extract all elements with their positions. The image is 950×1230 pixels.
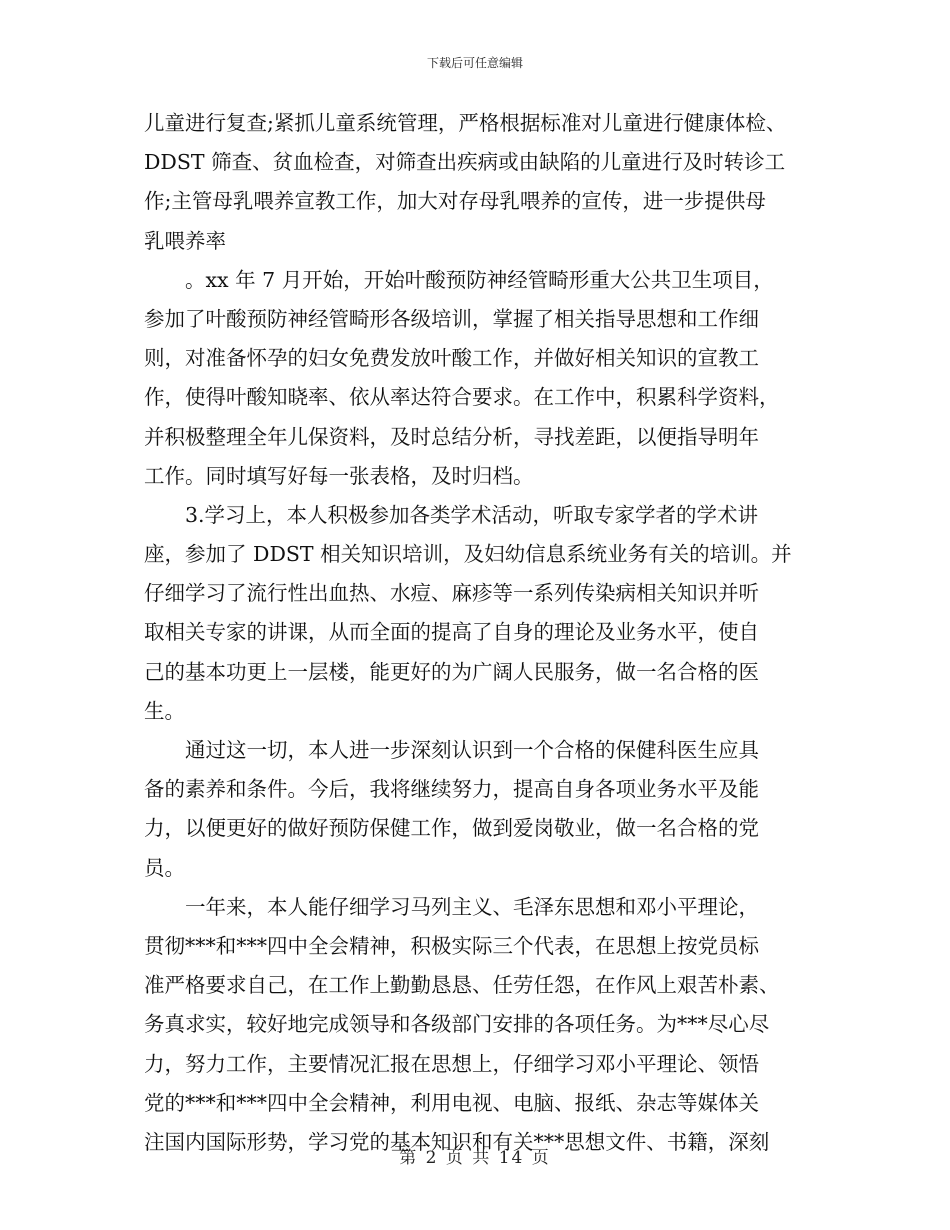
- text-line: 贯彻***和***四中全会精神，积极实际三个代表，在思想上按党员标: [144, 933, 759, 958]
- text-line: 乳喂养率: [144, 228, 226, 253]
- text-line: 注国内国际形势，学习党的基本知识和有关***思想文件、书籍，深刻: [144, 1129, 770, 1154]
- text-line: 并积极整理全年儿保资料，及时总结分析，寻找差距，以便指导明年: [144, 424, 759, 449]
- text-line: 作;主管母乳喂养宣教工作，加大对存母乳喂养的宣传，进一步提供母: [144, 189, 766, 214]
- text-line: 座，参加了 DDST 相关知识培训，及妇幼信息系统业务有关的培训。并: [144, 542, 792, 567]
- page-number-footer: 第 2 页 共 14 页: [399, 1148, 551, 1168]
- paragraph-2: [144, 261, 814, 496]
- text-line: 员。: [144, 855, 185, 880]
- text-line: 儿童进行复查;紧抓儿童系统管理，严格根据标准对儿童进行健康体检、: [144, 111, 787, 135]
- text-line: 己的基本功更上一层楼，能更好的为广阔人民服务，做一名合格的医: [144, 659, 759, 684]
- text-line: DDST 筛查、贫血检查，对筛查出疾病或由缺陷的儿童进行及时转诊工: [144, 150, 786, 175]
- text-line: 力，努力工作，主要情况汇报在思想上，仔细学习邓小平理论、领悟: [144, 1051, 759, 1076]
- text-line: 则，对准备怀孕的妇女免费发放叶酸工作，并做好相关知识的宣教工: [144, 346, 759, 371]
- text-line: 参加了叶酸预防神经管畸形各级培训，掌握了相关指导思想和工作细: [144, 306, 759, 331]
- paragraph-4: [144, 731, 814, 888]
- text-line: 党的***和***四中全会精神，利用电视、电脑、报纸、杂志等媒体关: [144, 1090, 759, 1115]
- text-line: 作，使得叶酸知晓率、依从率达符合要求。在工作中，积累科学资料，: [144, 385, 780, 410]
- text-line: 。xx 年 7 月开始，开始叶酸预防神经管畸形重大公共卫生项目，: [185, 267, 774, 292]
- text-line: 生。: [144, 698, 185, 723]
- text-line: 取相关专家的讲课，从而全面的提高了自身的理论及业务水平，使自: [144, 620, 759, 645]
- text-line: 务真求实，较好地完成领导和各级部门安排的各项任务。为***尽心尽: [144, 1012, 770, 1037]
- paragraph-3: [144, 496, 814, 731]
- paragraph-1: [144, 104, 814, 261]
- text-line: 通过这一切，本人进一步深刻认识到一个合格的保健科医生应具: [185, 738, 759, 762]
- text-line: 备的素养和条件。今后，我将继续努力，提高自身各项业务水平及能: [144, 777, 759, 802]
- paragraph-5: [144, 888, 814, 1162]
- text-line: 一年来，本人能仔细学习马列主义、毛泽东思想和邓小平理论，: [185, 894, 759, 919]
- text-line: 力，以便更好的做好预防保健工作，做到爱岗敬业，做一名合格的党: [144, 816, 759, 841]
- text-line: 仔细学习了流行性出血热、水痘、麻疹等一系列传染病相关知识并听: [144, 581, 759, 606]
- document-body: [144, 104, 814, 1162]
- text-line: 3.学习上，本人积极参加各类学术活动，听取专家学者的学术讲: [185, 502, 759, 527]
- header-note: 下载后可任意编辑: [426, 56, 523, 70]
- text-line: 准严格要求自己，在工作上勤勤恳恳、任劳任怨，在作风上艰苦朴素、: [144, 973, 780, 998]
- text-line: 工作。同时填写好每一张表格，及时归档。: [144, 463, 534, 488]
